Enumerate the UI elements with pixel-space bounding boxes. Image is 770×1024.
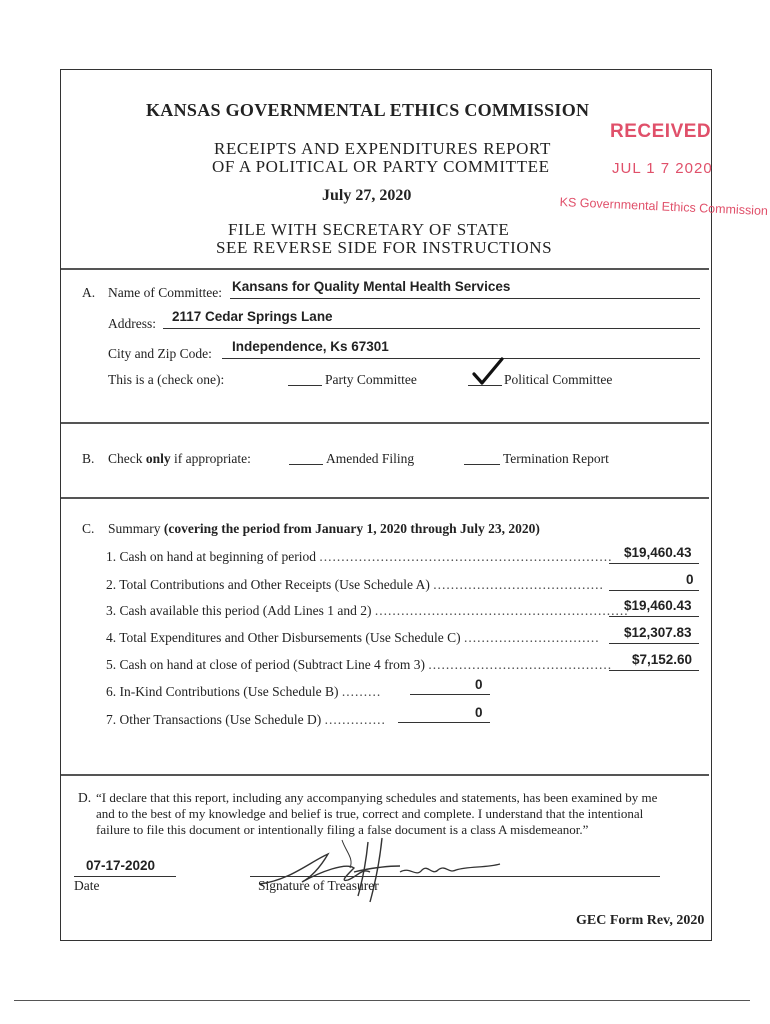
summary-line-1-label: 1. Cash on hand at beginning of period — [106, 549, 316, 564]
summary-line-4-label: 4. Total Expenditures and Other Disbursements (Use Schedule C) — [106, 630, 461, 645]
report-date: July 27, 2020 — [322, 187, 412, 204]
party-committee-label: Party Committee — [325, 372, 417, 387]
summary-line-2-dots: ....................................... — [433, 577, 604, 592]
received-stamp-agency: KS Governmental Ethics Commission — [559, 195, 769, 219]
summary-line-6-underline — [410, 694, 490, 695]
summary-line-3-underline — [609, 616, 699, 617]
summary-line-5-label: 5. Cash on hand at close of period (Subtract Line 4 from 3) — [106, 657, 426, 672]
date-label: Date — [74, 878, 100, 893]
summary-line-1-value[interactable]: $19,460.43 — [624, 545, 692, 560]
form-revision: GEC Form Rev, 2020 — [576, 913, 705, 928]
summary-line-4 — [106, 630, 600, 646]
received-stamp: RECEIVED — [610, 121, 712, 142]
declaration-line-1: “I declare that this report, including any accompanying schedules and statements, has been examined by me — [96, 790, 658, 805]
summary-line-1-dots: ................................................................... — [319, 549, 613, 564]
summary-line-2-label: 2. Total Contributions and Other Receipts (Use Schedule A) — [106, 577, 430, 592]
committee-name-label: Name of Committee: — [108, 285, 222, 300]
summary-line-4-dots: ............................... — [463, 630, 600, 645]
signature-label: Signature of Treasurer — [258, 878, 379, 893]
summary-line-3-label: 3. Cash available this period (Add Lines 1 and 2) — [106, 603, 372, 618]
section-d-letter: D. — [78, 790, 92, 805]
summary-line-5 — [106, 657, 612, 673]
date-line — [74, 876, 176, 877]
check-only-label — [108, 451, 251, 467]
section-b-letter: B. — [82, 451, 95, 466]
summary-line-6-value[interactable]: 0 — [475, 677, 483, 692]
party-committee-blank[interactable] — [288, 385, 322, 386]
signature-line — [250, 876, 660, 877]
divider-c — [61, 497, 709, 499]
summary-heading — [108, 521, 540, 537]
divider-b — [61, 422, 709, 424]
summary-line-3 — [106, 603, 629, 619]
summary-line-6-dots: ......... — [341, 684, 382, 699]
divider-d — [61, 774, 709, 776]
political-committee-label: Political Committee — [504, 372, 613, 387]
summary-period: (covering the period from January 1, 2020 through July 23, 2020) — [163, 521, 540, 536]
file-instruction-line1: FILE WITH SECRETARY OF STATE — [228, 220, 510, 239]
summary-line-2-underline — [609, 590, 699, 591]
summary-line-7-label: 7. Other Transactions (Use Schedule D) — [106, 712, 322, 727]
report-title-line1: RECEIPTS AND EXPENDITURES REPORT — [214, 139, 551, 158]
committee-name-line — [230, 298, 700, 299]
address-value[interactable]: 2117 Cedar Springs Lane — [172, 309, 333, 324]
summary-line-3-dots: .......................................................... — [374, 603, 629, 618]
received-stamp-date: JUL 1 7 2020 — [612, 160, 713, 177]
summary-line-4-value[interactable]: $12,307.83 — [624, 625, 692, 640]
file-instruction-line2: SEE REVERSE SIDE FOR INSTRUCTIONS — [216, 238, 553, 257]
summary-line-6 — [106, 684, 381, 700]
committee-name-value[interactable]: Kansans for Quality Mental Health Services — [232, 279, 511, 294]
check-label-post: if appropriate: — [174, 451, 251, 466]
summary-line-2-value[interactable]: 0 — [686, 572, 694, 587]
check-label-pre: Check — [108, 451, 143, 466]
declaration-line-2: and to the best of my knowledge and belief is true, correct and complete. I understand that the intentional — [96, 806, 644, 821]
declaration-line-3: failure to file this document or intentionally filing a false document is a class A misdemeanor.” — [96, 822, 589, 837]
city-zip-line — [222, 358, 700, 359]
termination-report-blank[interactable] — [464, 464, 500, 465]
summary-line-7-dots: .............. — [324, 712, 386, 727]
summary-line-5-underline — [609, 670, 699, 671]
summary-line-5-dots: .......................................... — [428, 657, 613, 672]
amended-filing-label: Amended Filing — [326, 451, 415, 466]
summary-line-1 — [106, 549, 612, 565]
termination-report-label: Termination Report — [503, 451, 609, 466]
report-title-line2: OF A POLITICAL OR PARTY COMMITTEE — [212, 157, 550, 176]
treasurer-signature-icon — [250, 832, 510, 912]
summary-line-2 — [106, 577, 604, 593]
address-line — [163, 328, 700, 329]
committee-type-label: This is a (check one): — [108, 372, 225, 387]
section-a-letter: A. — [82, 285, 96, 300]
page-bottom-rule — [14, 1000, 750, 1001]
checkmark-icon — [470, 356, 506, 386]
summary-line-7-underline — [398, 722, 490, 723]
commission-title: KANSAS GOVERNMENTAL ETHICS COMMISSION — [146, 100, 590, 120]
address-label: Address: — [108, 316, 156, 331]
summary-line-3-value[interactable]: $19,460.43 — [624, 598, 692, 613]
summary-line-5-value[interactable]: $7,152.60 — [632, 652, 693, 667]
signature-date-value[interactable]: 07-17-2020 — [86, 858, 156, 873]
city-zip-label: City and Zip Code: — [108, 346, 212, 361]
summary-line-7-value[interactable]: 0 — [475, 705, 483, 720]
section-c-letter: C. — [82, 521, 95, 536]
divider-a — [61, 268, 709, 270]
summary-line-7 — [106, 712, 386, 728]
city-zip-value[interactable]: Independence, Ks 67301 — [232, 339, 389, 354]
summary-line-4-underline — [609, 643, 699, 644]
summary-line-1-underline — [609, 563, 699, 564]
check-label-bold: only — [145, 451, 171, 466]
amended-filing-blank[interactable] — [289, 464, 323, 465]
summary-line-6-label: 6. In-Kind Contributions (Use Schedule B) — [106, 684, 339, 699]
summary-label: Summary — [108, 521, 161, 536]
